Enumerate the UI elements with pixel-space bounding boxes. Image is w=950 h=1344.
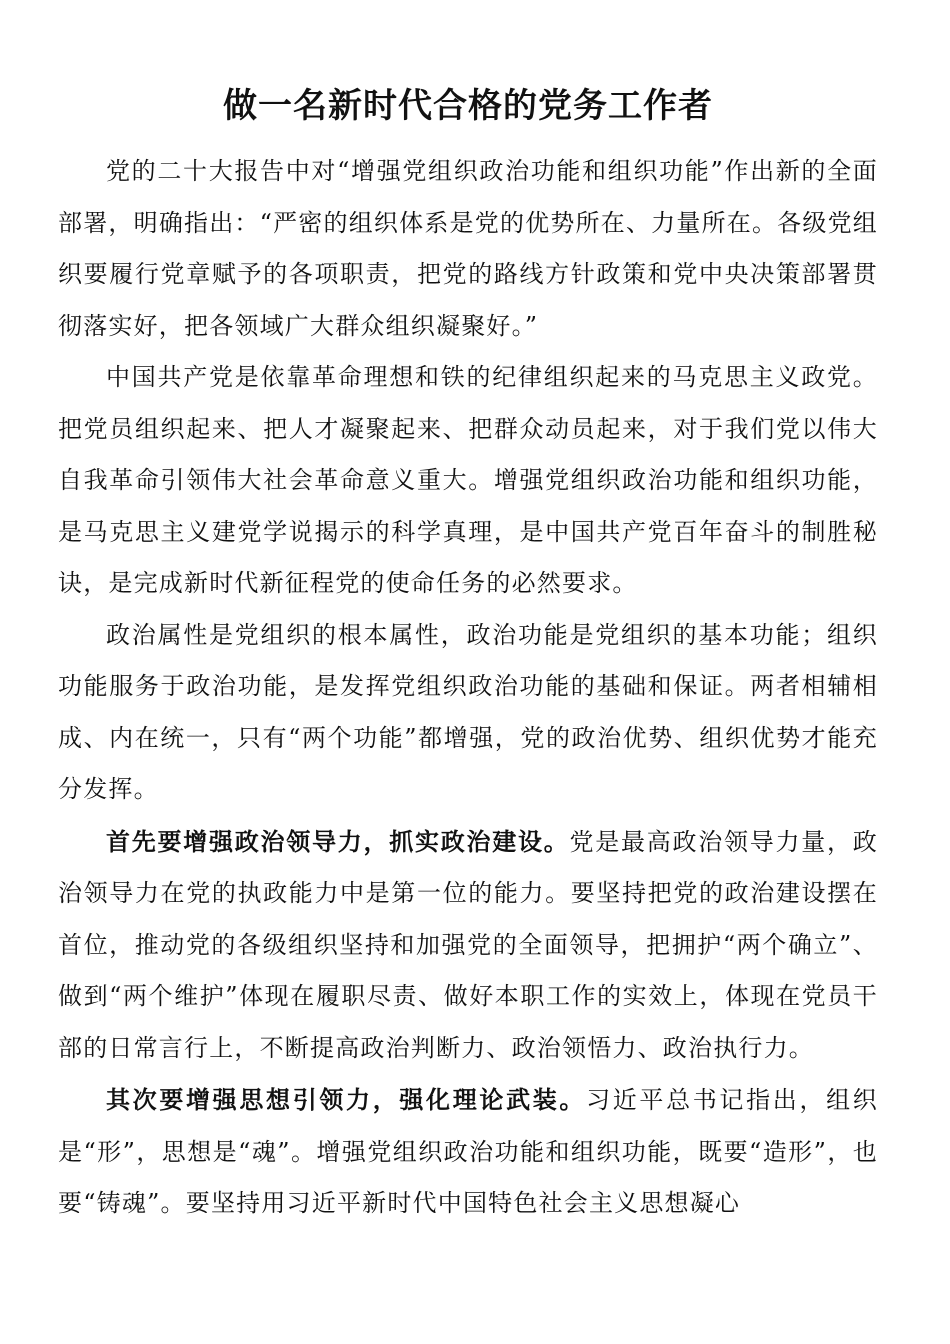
paragraph-5-lead: 其次要增强思想引领力，强化理论武装。 <box>106 1085 587 1114</box>
document-title: 做一名新时代合格的党务工作者 <box>223 86 713 126</box>
paragraph-3-text: 政治属性是党组织的根本属性，政治功能是党组织的基本功能；组织功能服务于政治功能，是发挥党组织政治功能的基础和保证。两者相辅相成、内在统一，只有“两个功能”都增强，党的政治优势、组织优势才能充分发挥。 <box>58 620 878 803</box>
paragraph-1-text: 党的二十大报告中对“增强党组织政治功能和组织功能”作出新的全面部署，明确指出：“严密的组织体系是党的优势所在、力量所在。各级党组织要履行党章赋予的各项职责，把党的路线方针政策和党中央决策部署贯彻落实好，把各领域广大群众组织凝聚好。” <box>58 157 878 340</box>
paragraph-1 <box>58 146 878 352</box>
paragraph-2-text: 中国共产党是依靠革命理想和铁的纪律组织起来的马克思主义政党。把党员组织起来、把人才凝聚起来、把群众动员起来，对于我们党以伟大自我革命引领伟大社会革命意义重大。增强党组织政治功能和组织功能，是马克思主义建党学说揭示的科学真理，是中国共产党百年奋斗的制胜秘诀，是完成新时代新征程党的使命任务的必然要求。 <box>58 363 878 597</box>
document-page <box>58 78 878 1230</box>
paragraph-4 <box>58 816 878 1075</box>
paragraph-5 <box>58 1074 878 1230</box>
paragraph-5-text: 习近平总书记指出，组织是“形”，思想是“魂”。增强党组织政治功能和组织功能，既要“造形”，也要“铸魂”。要坚持用习近平新时代中国特色社会主义思想凝心 <box>58 1086 878 1217</box>
paragraph-4-lead: 首先要增强政治领导力，抓实政治建设。 <box>106 826 570 856</box>
paragraph-2 <box>58 352 878 610</box>
paragraph-3 <box>58 610 878 816</box>
paragraph-4-text: 党是最高政治领导力量，政治领导力在党的执政能力中是第一位的能力。要坚持把党的政治建设摆在首位，推动党的各级组织坚持和加强党的全面领导，把拥护“两个确立”、做到“两个维护”体现在履职尽责、做好本职工作的实效上，体现在党员干部的日常言行上，不断提高政治判断力、政治领悟力、政治执行力。 <box>58 827 878 1062</box>
